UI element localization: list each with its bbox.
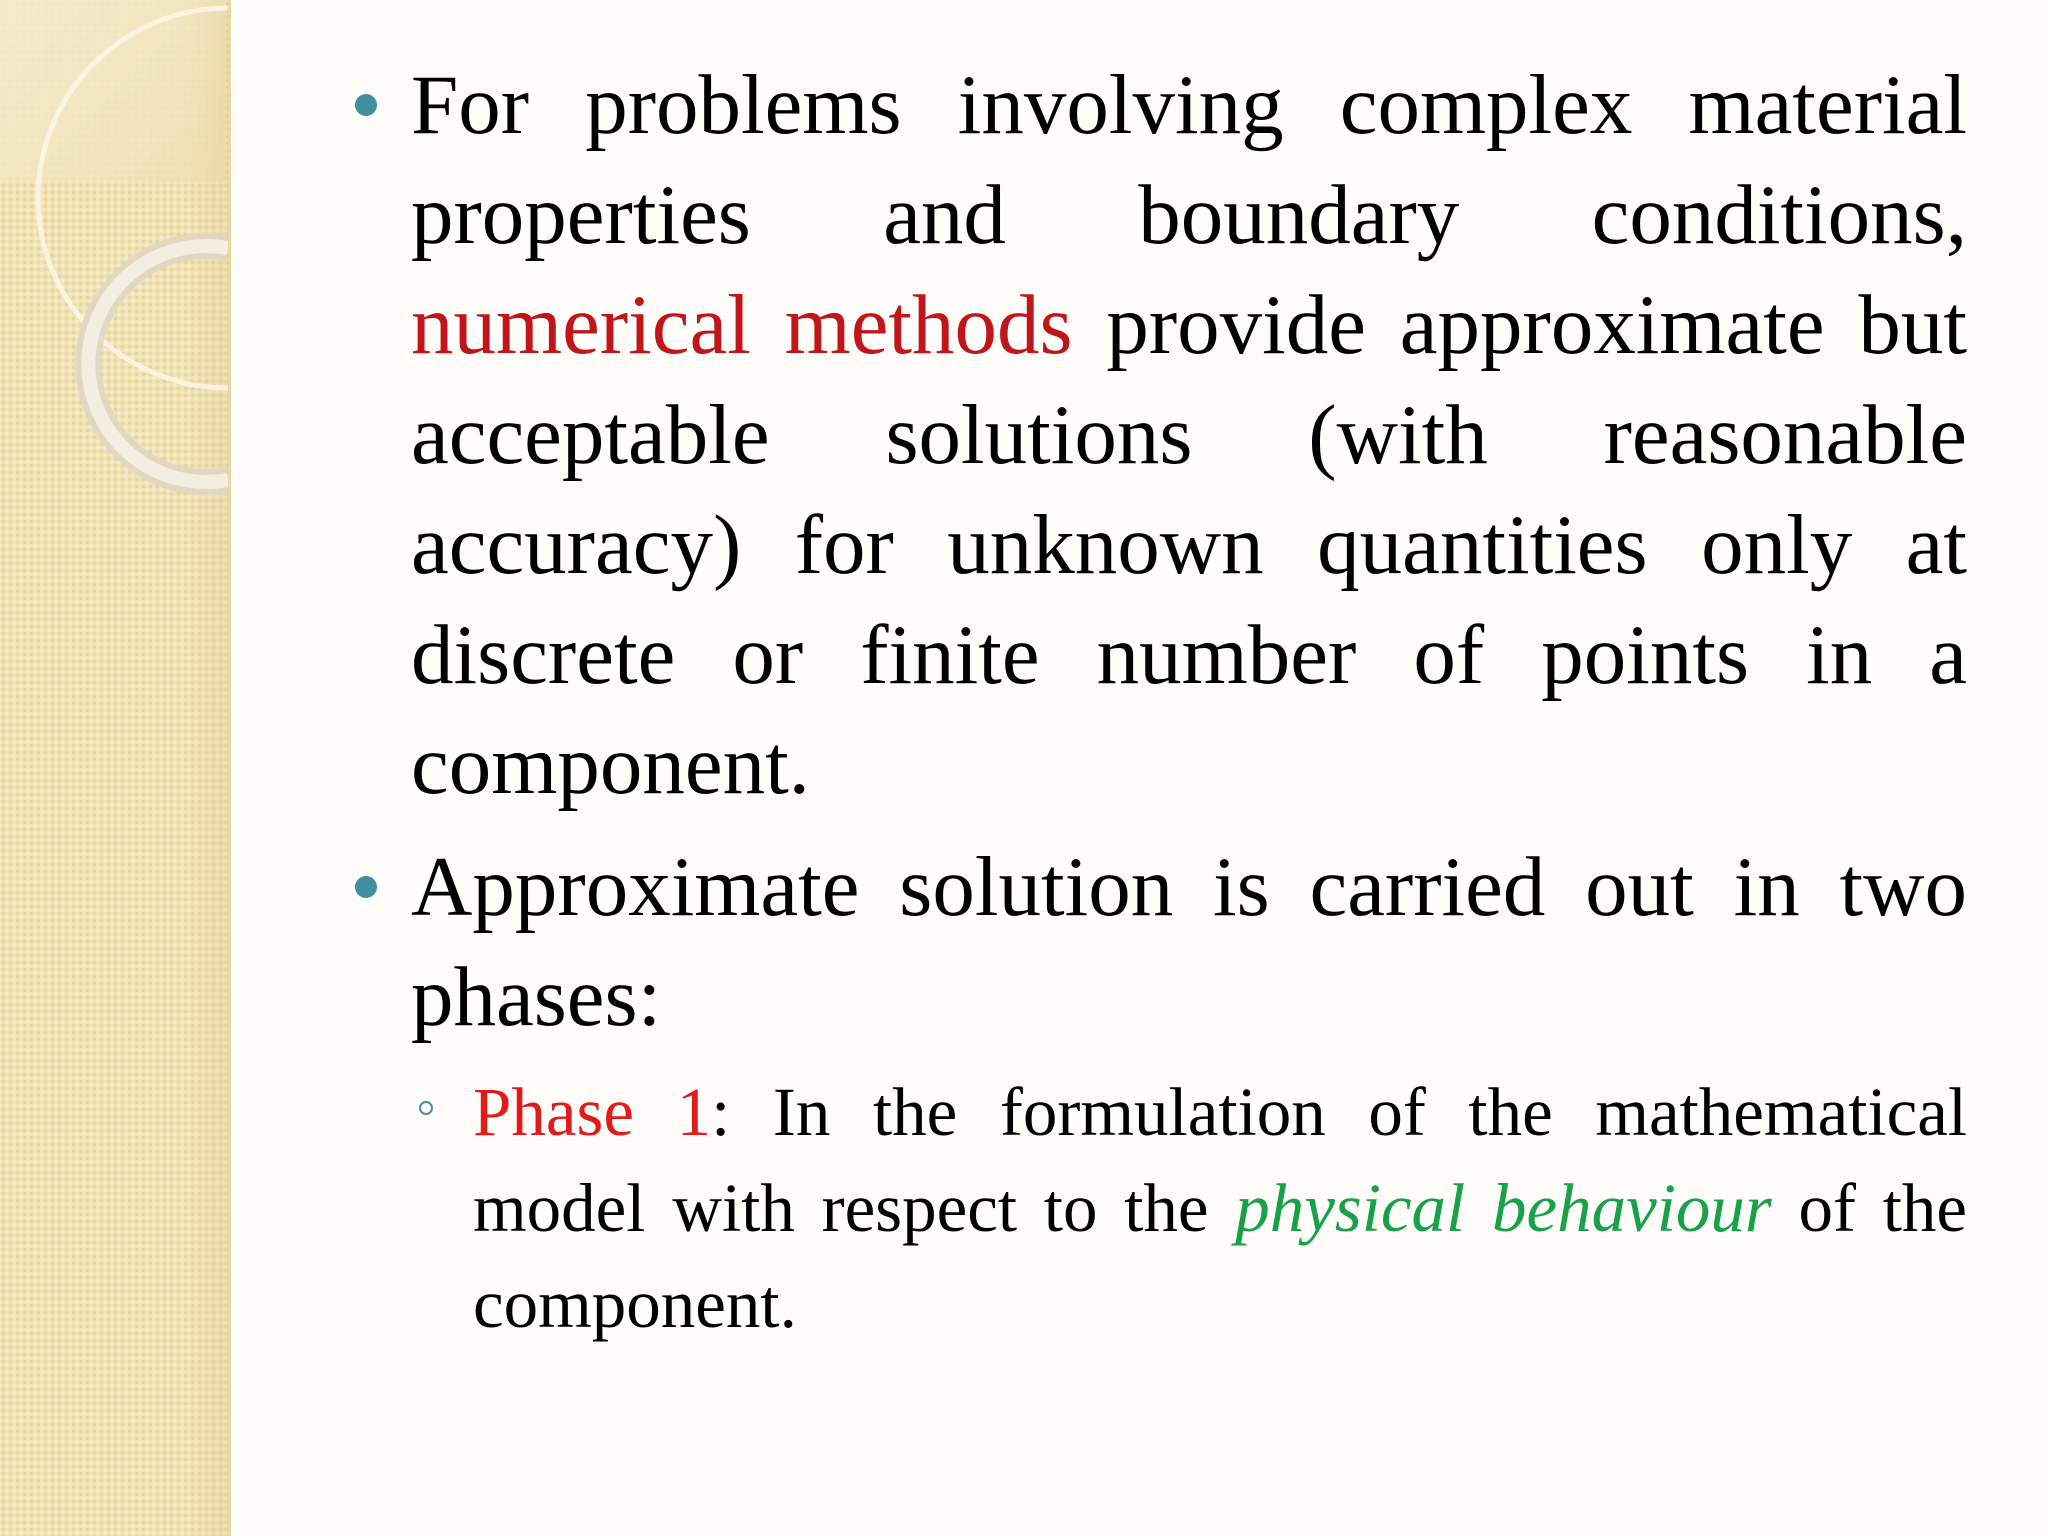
bullet-approximate-solution bbox=[355, 832, 1967, 1052]
bullet1-text-after: provide approximate but acceptable solutions (with reasonable accuracy) for unknown quantities only at discrete or finite number of points in a component. bbox=[411, 278, 1967, 812]
phase-1-text-after: of the component. bbox=[473, 1170, 1968, 1342]
phase-1-text: : In the formulation of the mathematical model with respect to the bbox=[473, 1074, 1967, 1246]
sub-bullet-phase-1 bbox=[411, 1064, 1967, 1352]
physical-behaviour-italic: physical behaviour bbox=[1235, 1170, 1772, 1246]
bullet-numerical-methods bbox=[355, 50, 1967, 820]
filled-circle-bullet-icon bbox=[355, 94, 377, 116]
phase-1-label: Phase 1 bbox=[473, 1074, 712, 1150]
bullet2-text: Approximate solution is carried out in two phases: bbox=[411, 840, 1967, 1044]
numerical-methods-highlight: numerical methods bbox=[411, 278, 1073, 372]
slide-content bbox=[355, 50, 1967, 1421]
ring-bullet-icon bbox=[419, 1101, 433, 1115]
bullet1-text-before: For problems involving complex material properties and boundary conditions, bbox=[411, 58, 1967, 262]
decorative-sidebar bbox=[0, 0, 231, 1536]
ring-decoration-icon bbox=[0, 0, 228, 520]
filled-circle-bullet-icon bbox=[355, 876, 377, 898]
